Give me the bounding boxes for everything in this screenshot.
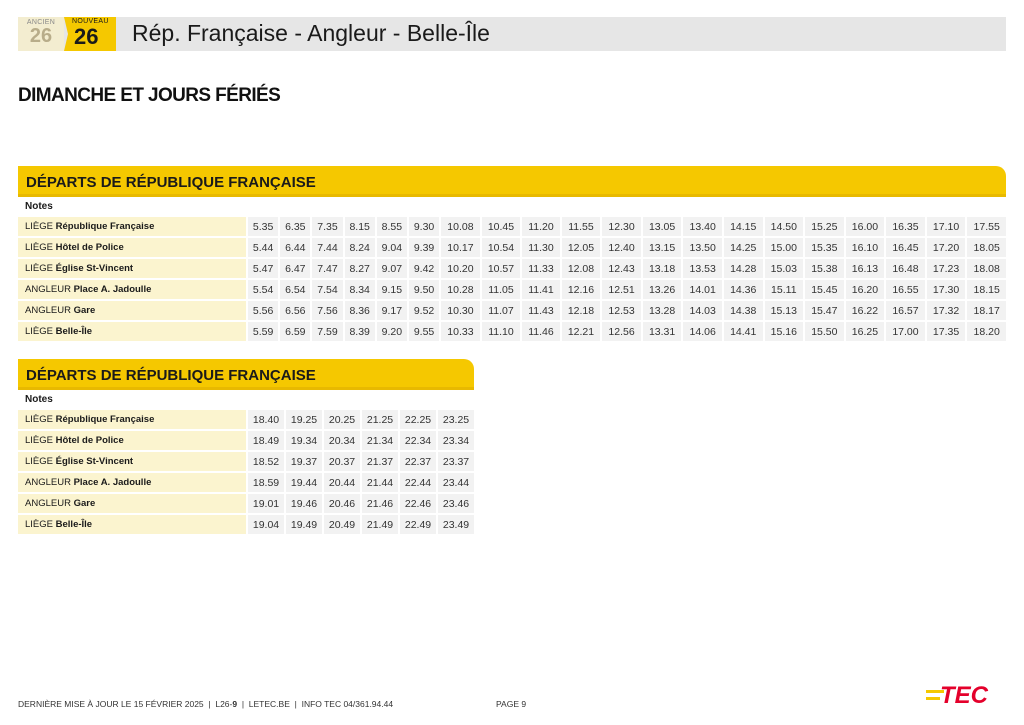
table-row [18,473,474,492]
stop-name-cell [18,515,246,534]
stop-name: Place A. Jadoulle [73,284,152,295]
departure-time-cell: 8.39 [343,322,375,341]
departure-time-cell: 13.26 [641,280,682,299]
stop-name: Église St-Vincent [55,456,134,467]
departure-time-cell: 14.28 [722,259,763,278]
page-number: PAGE 9 [496,699,527,709]
timetable-section-2 [18,359,474,536]
stop-city: LIÈGE [25,414,53,425]
new-line-label: NOUVEAU [72,18,109,25]
departure-time-cell: 14.03 [681,301,722,320]
timetable-body [18,217,1006,341]
old-line-number: 26 [29,25,53,47]
departure-time-cell: 11.33 [520,259,559,278]
departure-time-cell: 20.25 [322,410,360,429]
departure-time-cell: 18.52 [246,452,284,471]
departure-time-cell: 6.56 [278,301,310,320]
table-row [18,452,474,471]
departure-time-cell: 10.57 [480,259,521,278]
departure-time-cell: 21.49 [360,515,398,534]
departure-time-cell: 7.54 [310,280,342,299]
departure-time-cell: 7.59 [310,322,342,341]
departure-time-cell: 17.55 [965,217,1006,236]
departure-time-cell: 14.36 [722,280,763,299]
stop-city: LIÈGE [25,326,53,337]
departure-time-cell: 14.50 [763,217,804,236]
departure-time-cell: 19.25 [284,410,322,429]
departure-time-cell: 9.42 [407,259,439,278]
departure-time-cell: 17.23 [925,259,966,278]
departure-time-cell: 13.05 [641,217,682,236]
departure-time-cell: 21.25 [360,410,398,429]
departure-time-cell: 9.15 [375,280,407,299]
departure-time-cell: 14.06 [681,322,722,341]
departure-time-cell: 13.15 [641,238,682,257]
departure-time-cell: 22.25 [398,410,436,429]
departure-time-cell: 10.20 [439,259,480,278]
stop-city: LIÈGE [25,456,53,467]
departure-time-cell: 12.43 [600,259,641,278]
departure-time-cell: 10.08 [439,217,480,236]
departure-time-cell: 6.44 [278,238,310,257]
stop-city: LIÈGE [25,263,53,274]
departure-time-cell: 19.01 [246,494,284,513]
header-bar [18,17,1006,51]
departure-time-cell: 17.32 [925,301,966,320]
table-row [18,515,474,534]
stop-name-cell [18,238,246,257]
departure-time-cell: 12.18 [560,301,601,320]
day-heading: DIMANCHE ET JOURS FÉRIÉS [18,85,281,106]
departure-time-cell: 8.27 [343,259,375,278]
table-row [18,494,474,513]
departure-time-cell: 12.05 [560,238,601,257]
departure-time-cell: 18.49 [246,431,284,450]
departure-time-cell: 13.28 [641,301,682,320]
departure-time-cell: 23.37 [436,452,474,471]
departure-time-cell: 14.25 [722,238,763,257]
departure-time-cell: 20.46 [322,494,360,513]
departure-time-cell: 5.47 [246,259,278,278]
departure-time-cell: 18.59 [246,473,284,492]
departure-time-cell: 19.04 [246,515,284,534]
stop-city: LIÈGE [25,519,53,530]
departure-time-cell: 16.20 [844,280,885,299]
departure-time-cell: 16.45 [884,238,925,257]
departure-time-cell: 10.30 [439,301,480,320]
departure-time-cell: 12.51 [600,280,641,299]
departure-time-cell: 10.54 [480,238,521,257]
stop-city: LIÈGE [25,435,53,446]
departure-time-cell: 8.55 [375,217,407,236]
table-row [18,301,1006,320]
departure-time-cell: 18.20 [965,322,1006,341]
departure-time-cell: 23.46 [436,494,474,513]
departure-time-cell: 18.08 [965,259,1006,278]
departure-time-cell: 12.16 [560,280,601,299]
stop-name-cell [18,473,246,492]
departure-time-cell: 17.10 [925,217,966,236]
departure-time-cell: 10.28 [439,280,480,299]
departure-time-cell: 13.53 [681,259,722,278]
departure-time-cell: 10.17 [439,238,480,257]
stop-name: Place A. Jadoulle [73,477,152,488]
table-row [18,259,1006,278]
departure-time-cell: 12.56 [600,322,641,341]
departure-time-cell: 5.44 [246,238,278,257]
departure-time-cell: 20.37 [322,452,360,471]
departure-time-cell: 7.44 [310,238,342,257]
tec-logo-icon [926,678,1006,710]
departure-time-cell: 7.56 [310,301,342,320]
departure-time-cell: 15.03 [763,259,804,278]
departure-time-cell: 15.13 [763,301,804,320]
departure-time-cell: 11.46 [520,322,559,341]
footer-separator: | [294,699,297,709]
departure-time-cell: 9.07 [375,259,407,278]
departure-time-cell: 22.49 [398,515,436,534]
notes-label: Notes [25,394,53,405]
departure-time-cell: 16.57 [884,301,925,320]
departure-time-cell: 17.20 [925,238,966,257]
departure-time-cell: 21.46 [360,494,398,513]
departure-time-cell: 18.17 [965,301,1006,320]
departure-time-cell: 22.34 [398,431,436,450]
footer-info [18,699,393,709]
departure-time-cell: 12.08 [560,259,601,278]
departure-time-cell: 16.22 [844,301,885,320]
departure-time-cell: 23.44 [436,473,474,492]
stop-name-cell [18,410,246,429]
departure-time-cell: 18.05 [965,238,1006,257]
stop-name-cell [18,280,246,299]
departure-time-cell: 16.55 [884,280,925,299]
stop-city: ANGLEUR [25,498,71,509]
table-row [18,280,1006,299]
departure-time-cell: 11.41 [520,280,559,299]
departure-time-cell: 11.30 [520,238,559,257]
departure-time-cell: 5.54 [246,280,278,299]
departure-time-cell: 15.45 [803,280,844,299]
table-row [18,238,1006,257]
departure-time-cell: 20.34 [322,431,360,450]
footer-update-date: DERNIÈRE MISE À JOUR LE 15 FÉVRIER 2025 [18,699,204,709]
stop-city: LIÈGE [25,221,53,232]
departure-time-cell: 21.37 [360,452,398,471]
departure-time-cell: 6.54 [278,280,310,299]
departure-time-cell: 16.00 [844,217,885,236]
departure-time-cell: 5.59 [246,322,278,341]
departure-time-cell: 20.49 [322,515,360,534]
departure-time-cell: 13.18 [641,259,682,278]
departure-time-cell: 15.00 [763,238,804,257]
footer-info-phone: INFO TEC 04/361.94.44 [301,699,394,709]
stop-name: Gare [73,498,96,509]
departure-time-cell: 15.35 [803,238,844,257]
stop-name: République Française [55,414,155,425]
departure-time-cell: 18.15 [965,280,1006,299]
departure-time-cell: 16.10 [844,238,885,257]
departure-time-cell: 14.15 [722,217,763,236]
departure-time-cell: 12.40 [600,238,641,257]
departure-time-cell: 19.49 [284,515,322,534]
timetable [18,215,1006,343]
table-row [18,217,1006,236]
departure-time-cell: 15.25 [803,217,844,236]
section-title: DÉPARTS DE RÉPUBLIQUE FRANÇAISE [18,359,474,390]
stop-name: Hôtel de Police [55,242,124,253]
timetable-body [18,410,474,534]
stop-name: Belle-Île [55,326,93,337]
stop-name: République Française [55,221,155,232]
departure-time-cell: 10.45 [480,217,521,236]
departure-time-cell: 22.37 [398,452,436,471]
departure-time-cell: 9.17 [375,301,407,320]
departure-time-cell: 5.35 [246,217,278,236]
departure-time-cell: 9.52 [407,301,439,320]
departure-time-cell: 9.04 [375,238,407,257]
departure-time-cell: 21.44 [360,473,398,492]
table-row [18,410,474,429]
footer-website-link[interactable]: LETEC.BE [248,699,290,709]
notes-label: Notes [25,201,53,212]
stop-name-cell [18,452,246,471]
departure-time-cell: 22.44 [398,473,436,492]
departure-time-cell: 6.59 [278,322,310,341]
new-line-number: 26 [74,24,99,49]
departure-time-cell: 9.20 [375,322,407,341]
departure-time-cell: 16.48 [884,259,925,278]
stop-name: Hôtel de Police [55,435,124,446]
departure-time-cell: 9.55 [407,322,439,341]
departure-time-cell: 15.16 [763,322,804,341]
departure-time-cell: 11.07 [480,301,521,320]
timetable [18,408,474,536]
departure-time-cell: 23.49 [436,515,474,534]
stop-name-cell [18,301,246,320]
footer-line-code [215,699,237,709]
logo-text: TEC [940,682,988,709]
stop-name: Gare [73,305,96,316]
footer-line-code-prefix: L26- [215,699,233,709]
departure-time-cell: 6.35 [278,217,310,236]
stop-name: Belle-Île [55,519,93,530]
departure-time-cell: 15.11 [763,280,804,299]
departure-time-cell: 18.40 [246,410,284,429]
departure-time-cell: 7.35 [310,217,342,236]
departure-time-cell: 8.34 [343,280,375,299]
departure-time-cell: 9.50 [407,280,439,299]
departure-time-cell: 11.10 [480,322,521,341]
departure-time-cell: 11.55 [560,217,601,236]
departure-time-cell: 23.25 [436,410,474,429]
departure-time-cell: 15.47 [803,301,844,320]
departure-time-cell: 16.25 [844,322,885,341]
departure-time-cell: 16.35 [884,217,925,236]
stop-name-cell [18,259,246,278]
footer-line-code-page: 9 [232,699,238,709]
departure-time-cell: 15.38 [803,259,844,278]
departure-time-cell: 6.47 [278,259,310,278]
departure-time-cell: 13.40 [681,217,722,236]
stop-city: ANGLEUR [25,305,71,316]
departure-time-cell: 19.44 [284,473,322,492]
departure-time-cell: 5.56 [246,301,278,320]
stop-name: Église St-Vincent [55,263,134,274]
stop-name-cell [18,322,246,341]
departure-time-cell: 10.33 [439,322,480,341]
departure-time-cell: 12.21 [560,322,601,341]
departure-time-cell: 16.13 [844,259,885,278]
departure-time-cell: 9.30 [407,217,439,236]
departure-time-cell: 7.47 [310,259,342,278]
departure-time-cell: 17.35 [925,322,966,341]
departure-time-cell: 21.34 [360,431,398,450]
departure-time-cell: 14.01 [681,280,722,299]
timetable-section-1 [18,166,1006,343]
departure-time-cell: 12.53 [600,301,641,320]
departure-time-cell: 9.39 [407,238,439,257]
stop-city: LIÈGE [25,242,53,253]
footer-separator: | [208,699,211,709]
table-row [18,322,1006,341]
stop-name-cell [18,494,246,513]
departure-time-cell: 19.34 [284,431,322,450]
departure-time-cell: 15.50 [803,322,844,341]
departure-time-cell: 14.41 [722,322,763,341]
departure-time-cell: 12.30 [600,217,641,236]
departure-time-cell: 11.05 [480,280,521,299]
departure-time-cell: 13.31 [641,322,682,341]
departure-time-cell: 11.20 [520,217,559,236]
departure-time-cell: 22.46 [398,494,436,513]
new-line-badge [64,17,116,51]
departure-time-cell: 8.24 [343,238,375,257]
route-title: Rép. Française - Angleur - Belle-Île [132,20,490,46]
stop-city: ANGLEUR [25,477,71,488]
departure-time-cell: 8.15 [343,217,375,236]
departure-time-cell: 14.38 [722,301,763,320]
section-title: DÉPARTS DE RÉPUBLIQUE FRANÇAISE [18,166,1006,197]
departure-time-cell: 23.34 [436,431,474,450]
departure-time-cell: 19.46 [284,494,322,513]
departure-time-cell: 8.36 [343,301,375,320]
departure-time-cell: 11.43 [520,301,559,320]
table-row [18,431,474,450]
footer-separator: | [241,699,245,709]
old-line-badge [18,17,64,51]
departure-time-cell: 17.30 [925,280,966,299]
departure-time-cell: 19.37 [284,452,322,471]
stop-name-cell [18,217,246,236]
departure-time-cell: 20.44 [322,473,360,492]
stop-city: ANGLEUR [25,284,71,295]
old-line-label: ANCIEN [26,19,56,26]
departure-time-cell: 17.00 [884,322,925,341]
stop-name-cell [18,431,246,450]
departure-time-cell: 13.50 [681,238,722,257]
